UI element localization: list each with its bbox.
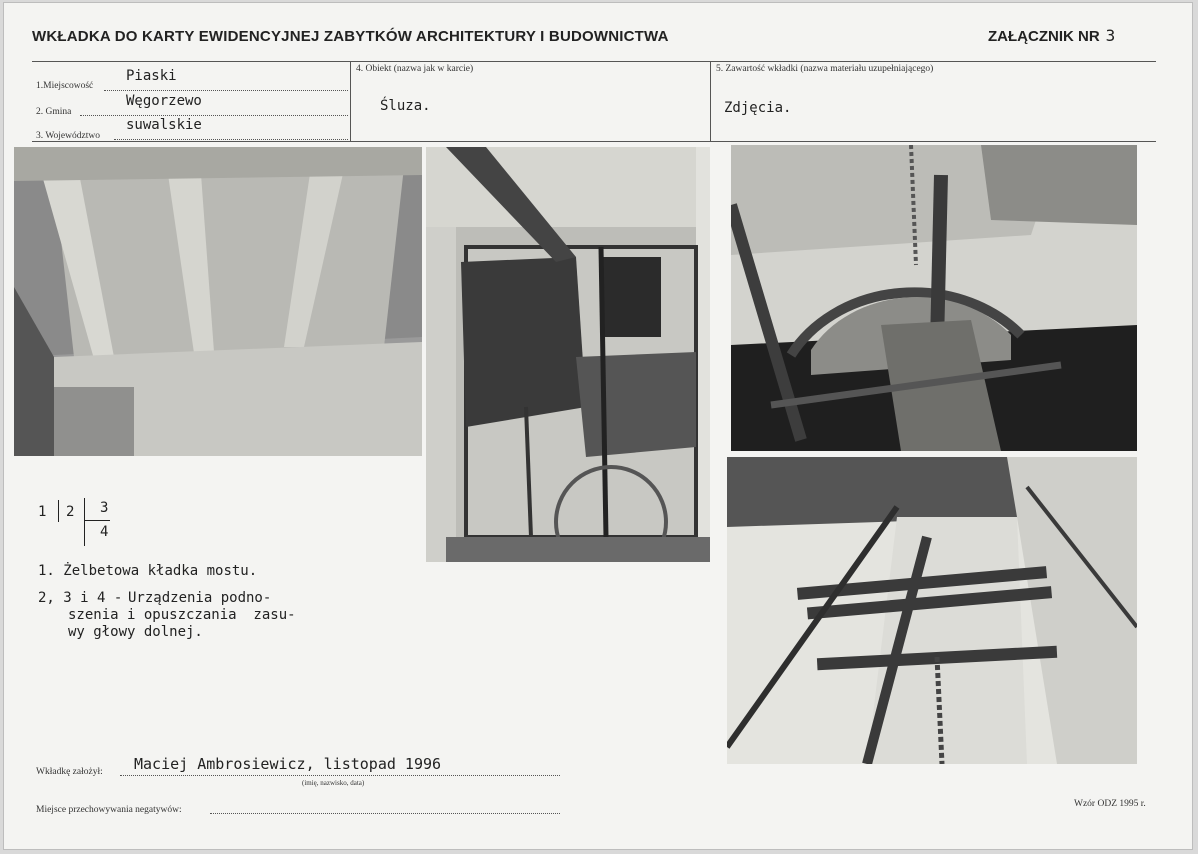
annex-number: 3 [1105, 26, 1116, 45]
form-code: Wzór ODZ 1995 r. [1074, 799, 1146, 809]
author-label: Wkładkę założył: [36, 767, 103, 777]
content-label: 5. Zawartość wkładki (nazwa materiału uzupełniającego) [716, 64, 934, 74]
voivodeship-value: suwalskie [126, 117, 202, 133]
commune-label: 2. Gmina [36, 107, 72, 117]
caption-2-line-1: Urządzenia podno- [128, 590, 272, 606]
voivodeship-label: 3. Województwo [36, 131, 100, 141]
voivodeship-dotline [114, 139, 348, 140]
photo-4-frame [727, 457, 1137, 764]
commune-dotline [80, 115, 348, 116]
locality-dotline [104, 90, 348, 91]
photo-layout-key [38, 498, 118, 546]
photo-4-image [727, 457, 1137, 764]
annex-label-text: ZAŁĄCZNIK NR [988, 28, 1100, 45]
photo-2-image [426, 147, 710, 562]
caption-2-line-3: wy głowy dolnej. [68, 624, 203, 640]
caption-2-number: 2, 3 i 4 - [38, 590, 123, 606]
caption-1 [38, 563, 257, 580]
caption-1-number: 1. [38, 563, 55, 579]
key-divider-2 [84, 498, 85, 546]
object-label: 4. Obiekt (nazwa jak w karcie) [356, 64, 474, 74]
photo-1-image [14, 147, 422, 456]
storage-label: Miejsce przechowywania negatywów: [36, 805, 182, 815]
storage-dotline [210, 813, 560, 814]
key-number-3: 3 [100, 500, 109, 516]
caption-2-line-2: szenia i opuszczania zasu- [68, 607, 296, 623]
photo-3-wheel [731, 145, 1137, 451]
locality-value: Piaski [126, 68, 177, 84]
commune-value: Węgorzewo [126, 93, 202, 109]
object-value: Śluza. [380, 98, 431, 114]
table-top-rule [32, 61, 1156, 62]
author-value: Maciej Ambrosiewicz, listopad 1996 [134, 755, 442, 773]
annex-label [988, 26, 1115, 45]
key-divider-3 [84, 520, 110, 521]
author-hint: (imię, nazwisko, data) [302, 779, 365, 787]
photo-3-image [731, 145, 1137, 451]
photo-1-footbridge [14, 147, 422, 456]
caption-1-text: Żelbetowa kładka mostu. [63, 563, 258, 579]
key-number-1: 1 [38, 504, 47, 520]
table-bottom-rule [32, 141, 1156, 142]
locality-label: 1.Miejscowość [36, 81, 94, 91]
key-number-4: 4 [100, 524, 109, 540]
column-divider-2 [710, 61, 711, 141]
form-title: WKŁADKA DO KARTY EWIDENCYJNEJ ZABYTKÓW ARCHITEKTURY I BUDOWNICTWA [32, 28, 669, 45]
column-divider-1 [350, 61, 351, 141]
content-value: Zdjęcia. [724, 100, 792, 116]
key-divider-1 [58, 500, 59, 522]
key-number-2: 2 [66, 504, 75, 520]
photo-2-gate [426, 147, 710, 562]
author-dotline [120, 775, 560, 776]
